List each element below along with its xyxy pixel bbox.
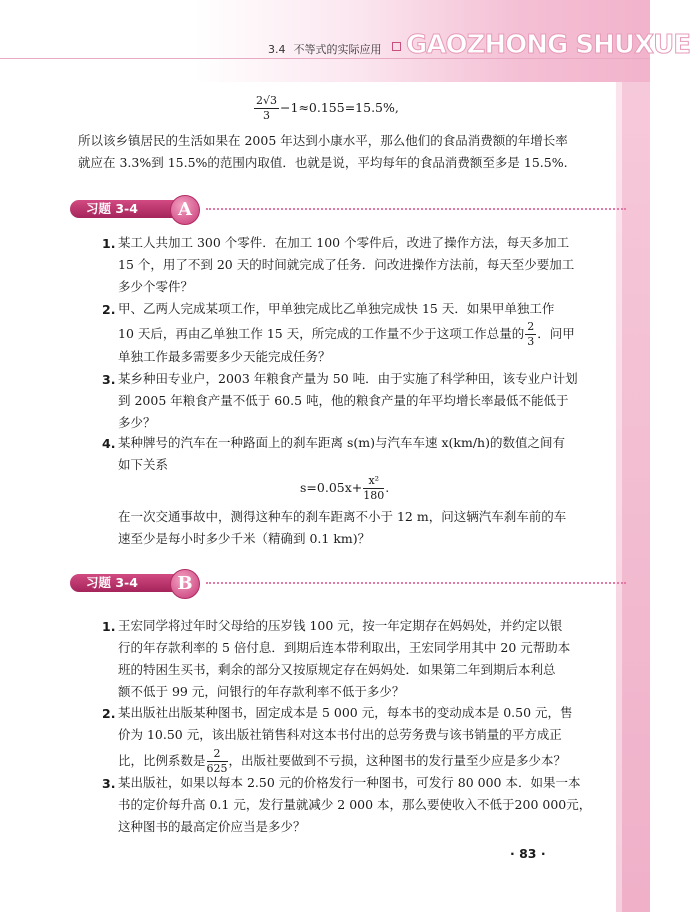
b2-line-1: 某出版社出版某种图书，固定成本是 5 000 元，每本书的变动成本是 0.50 元，售 — [118, 705, 573, 720]
a1-text — [118, 232, 618, 298]
exercise-b-letter: B — [170, 569, 200, 599]
b2-line-3b: ，出版社要做到不亏损，这种图书的发行量至少应是多少本？ — [228, 753, 567, 768]
intro-formula — [253, 94, 399, 123]
a4-text — [118, 432, 618, 476]
a2-line-1: 甲、乙两人完成某项工作，甲单独完成比乙单独完成快 15 天．如果甲单独工作 — [118, 301, 555, 316]
exercise-a-banner — [70, 196, 630, 222]
a3-line-3: 多少？ — [118, 415, 156, 430]
a4-formula-left: s=0.05x+ — [300, 480, 363, 495]
a4-text-continued — [118, 506, 618, 550]
a2-fraction — [525, 320, 536, 349]
section-title: 不等式的实际应用 — [293, 43, 382, 56]
a3-line-1: 某乡种田专业户，2003 年粮食产量为 50 吨．由于实施了科学种田，该专业户计划 — [118, 371, 578, 386]
b1-text — [118, 615, 618, 703]
b3-line-3: 这种图书的最高定价应当是多少？ — [118, 819, 306, 834]
header-brand-text: GAOZHONG SHUXUE — [406, 30, 690, 60]
exercise-b-dotted-line — [206, 582, 626, 584]
a4-formula-end: . — [385, 480, 390, 495]
a3-text — [118, 368, 618, 434]
a4-fraction — [363, 474, 384, 503]
a2-number: 2. — [102, 302, 116, 317]
running-head — [268, 41, 382, 57]
b2-line-2: 价为 10.50 元，该出版社销售科对这本书付出的总劳务费与该书销量的平方成正 — [118, 727, 562, 742]
exercise-a-dotted-line — [206, 208, 626, 210]
intro-fraction-numerator: 2√3 — [256, 94, 278, 107]
a2-line-2b: ．问甲 — [537, 326, 575, 341]
a4-number: 4. — [102, 436, 116, 451]
b1-line-3: 班的特困生买书，剩余的部分又按原规定存在妈妈处．如果第二年到期后本利总 — [118, 662, 556, 677]
intro-paragraph — [78, 130, 618, 174]
a4-formula — [300, 474, 389, 503]
exercise-b-label: 习题 3-4 — [70, 574, 182, 592]
b2-fraction-denominator: 625 — [206, 762, 228, 775]
b1-line-1: 王宏同学将过年时父母给的压岁钱 100 元，按一年定期存在妈妈处，并约定以银 — [118, 618, 563, 633]
a4-fraction-denominator: 180 — [363, 489, 385, 502]
b1-line-2: 行的年存款利率的 5 倍付息．到期后连本带利取出，王宏同学用其中 20 元帮助本 — [118, 640, 571, 655]
exercise-a-label: 习题 3-4 — [70, 200, 182, 218]
intro-line-1: 所以该乡镇居民的生活如果在 2005 年达到小康水平，那么他们的食品消费额的年增长率 — [78, 133, 568, 148]
b2-fraction-numerator: 2 — [207, 747, 228, 762]
b2-number: 2. — [102, 706, 116, 721]
intro-fraction — [254, 94, 279, 123]
b2-text — [118, 702, 618, 776]
a2-line-3: 单独工作最多需要多少天能完成任务？ — [118, 349, 331, 364]
a1-number: 1. — [102, 236, 116, 251]
a1-line-1: 某工人共加工 300 个零件．在加工 100 个零件后，改进了操作方法，每天多加工 — [118, 235, 570, 250]
a4-fraction-numerator: x² — [363, 474, 384, 489]
exercise-a-letter: A — [170, 195, 200, 225]
a4-line-1: 某种牌号的汽车在一种路面上的刹车距离 s(m)与汽车车速 x(km/h)的数值之间有 — [118, 435, 565, 450]
a2-text — [118, 298, 618, 368]
a2-fraction-denominator: 3 — [527, 335, 535, 348]
b3-line-2: 书的定价每升高 0.1 元，发行量就减少 2 000 本，那么要使收入不低于200 000元， — [118, 797, 592, 812]
b3-number: 3. — [102, 776, 116, 791]
a2-line-2 — [118, 320, 618, 346]
b3-text — [118, 772, 618, 838]
b1-number: 1. — [102, 619, 116, 634]
a1-line-3: 多少个零件？ — [118, 279, 194, 294]
b3-line-1: 某出版社，如果以每本 2.50 元的价格发行一种图书，可发行 80 000 本．如果一本 — [118, 775, 581, 790]
section-number: 3.4 — [268, 43, 286, 56]
a1-line-2: 15 个，用了不到 20 天的时间就完成了任务．问改进操作方法前，每天至少要加工 — [118, 257, 575, 272]
intro-fraction-denominator: 3 — [263, 109, 270, 122]
a4-line-3: 在一次交通事故中，测得这种车的刹车距离不小于 12 m，问这辆汽车刹车前的车 — [118, 509, 567, 524]
exercise-b-banner — [70, 570, 630, 596]
a3-line-2: 到 2005 年粮食产量不低于 60.5 吨，他的粮食产量的年平均增长率最低不能低于 — [118, 393, 569, 408]
a3-number: 3. — [102, 372, 116, 387]
b2-line-3a: 比，比例系数是 — [118, 753, 206, 768]
a4-line-4: 速至少是每小时多少千米（精确到 0.1 km)？ — [118, 531, 371, 546]
intro-formula-rest: −1≈0.155=15.5%, — [280, 100, 399, 115]
b1-line-4: 额不低于 99 元，问银行的年存款利率不低于多少？ — [118, 684, 405, 699]
page-number: · 83 · — [510, 846, 546, 861]
a4-line-2: 如下关系 — [118, 457, 169, 472]
a2-line-2a: 10 天后，再由乙单独工作 15 天，所完成的工作量不少于这项工作总量的 — [118, 326, 525, 341]
header-square-icon — [392, 42, 401, 51]
page-header — [0, 0, 690, 82]
intro-line-2: 就应在 3.3%到 15.5%的范围内取值．也就是说，平均每年的食品消费额至多是 15.5%. — [78, 155, 568, 170]
a2-fraction-numerator: 2 — [527, 320, 535, 333]
